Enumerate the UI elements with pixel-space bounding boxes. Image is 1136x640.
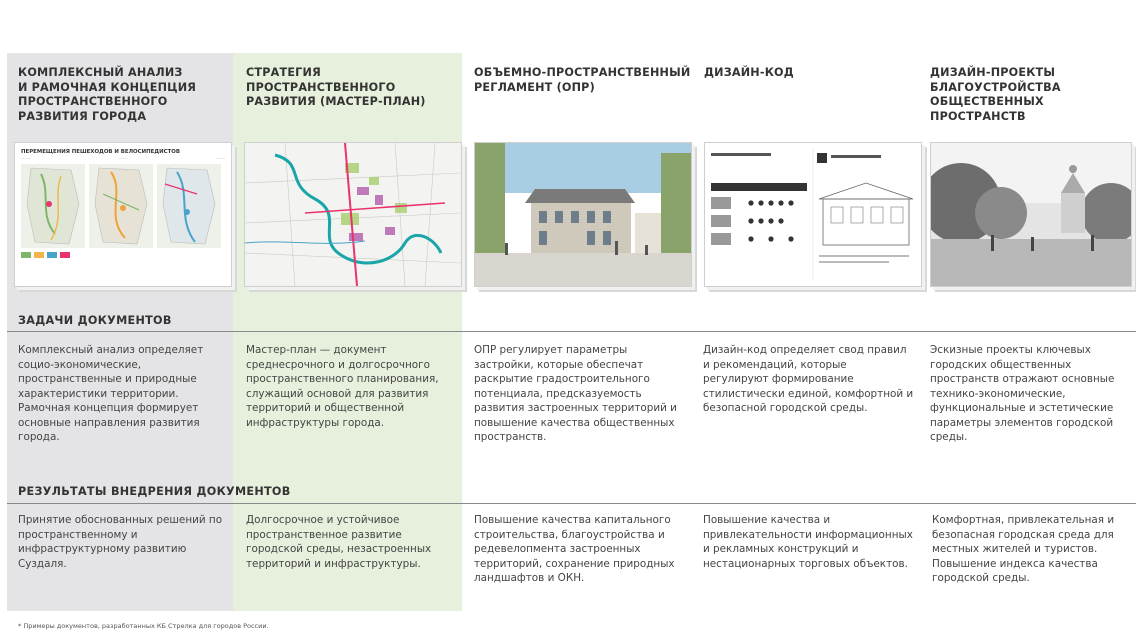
tasks-divider (7, 331, 1136, 332)
mini-map (21, 164, 85, 248)
results-divider (7, 503, 1136, 504)
square-photo (931, 143, 1131, 286)
column-1-title: КОМПЛЕКСНЫЙ АНАЛИЗ И РАМОЧНАЯ КОНЦЕПЦИЯ ПРОСТРАНСТВЕННОГО РАЗВИТИЯ ГОРОДА (18, 66, 197, 123)
column-5-tasks: Эскизные проекты ключевых городских общественных пространств отражают основные технико-экономические, функциональные и эстетические параметры элементов городской среды. (930, 344, 1115, 443)
column-4-title: ДИЗАЙН-КОД (704, 66, 794, 79)
opr-rendering-thumbnail (474, 142, 692, 287)
thumbnail-caption: ПЕРЕМЕЩЕНИЯ ПЕШЕХОДОВ И ВЕЛОСИПЕДИСТОВ (21, 149, 180, 155)
master-plan-map (245, 143, 461, 286)
column-2-title: СТРАТЕГИЯ ПРОСТРАНСТВЕННОГО РАЗВИТИЯ (МАСТЕР-ПЛАН) (246, 66, 426, 108)
master-plan-thumbnail (244, 142, 462, 287)
column-5-title: ДИЗАЙН-ПРОЕКТЫ БЛАГОУСТРОЙСТВА ОБЩЕСТВЕННЫХ ПРОСТРАНСТВ (930, 66, 1061, 123)
column-3-tasks: ОПР регулирует параметры застройки, которые обеспечат раскрытие градостроительного потенциала, предсказуемость развития застроенных территорий и повышение качества общественных пространств. (474, 344, 677, 443)
column-1-results: Принятие обоснованных решений по пространственному и инфраструктурному развитию Суздаля. (18, 514, 223, 570)
column-4-results: Повышение качества и привлекательности информационных и рекламных конструкций и нестационарных торговых объектов. (703, 514, 913, 570)
tasks-section-title: ЗАДАЧИ ДОКУМЕНТОВ (18, 314, 172, 327)
column-2-results: Долгосрочное и устойчивое пространственное развитие городской среды, незастроенных территорий и инфраструктуры. (246, 514, 432, 570)
street-rendering (475, 143, 691, 286)
column-1-tasks: Комплексный анализ определяет социо-экономические, пространственные и природные характеристики территории. Рамочная концепция формирует основные направления развития города. (18, 344, 204, 443)
design-code-thumbnail (704, 142, 922, 287)
analysis-document-thumbnail (14, 142, 232, 287)
column-5-results: Комфортная, привлекательная и безопасная городская среда для местных жителей и туристов. Повышение индекса качества городской среды. (932, 514, 1115, 584)
results-section-title: РЕЗУЛЬТАТЫ ВНЕДРЕНИЯ ДОКУМЕНТОВ (18, 485, 291, 498)
footnote: * Примеры документов, разработанных КБ Стрелка для городов России. (18, 622, 269, 630)
column-4-tasks: Дизайн-код определяет свод правил и рекомендаций, которые регулируют формирование стилистически единой, комфортной и безопасной городской среды. (703, 344, 914, 414)
mini-map (89, 164, 153, 248)
design-code-spread (705, 143, 921, 286)
mini-map (157, 164, 221, 248)
column-3-title: ОБЪЕМНО-ПРОСТРАНСТВЕННЫЙ РЕГЛАМЕНТ (ОПР) (474, 66, 691, 94)
thumbnail-legend (15, 248, 231, 262)
column-3-results: Повышение качества капитального строительства, благоустройства и редевелопмента застроенных территорий, сохранение природных ландшафтов и ОКН. (474, 514, 675, 584)
thumbnail-subheaders: ········ ········ ········ (21, 157, 225, 161)
public-space-thumbnail (930, 142, 1132, 287)
column-2-tasks: Мастер-план — документ среднесрочного и долгосрочного пространственного планирования, служащий основой для развития территорий и общественной инфраструктуры города. (246, 344, 439, 429)
